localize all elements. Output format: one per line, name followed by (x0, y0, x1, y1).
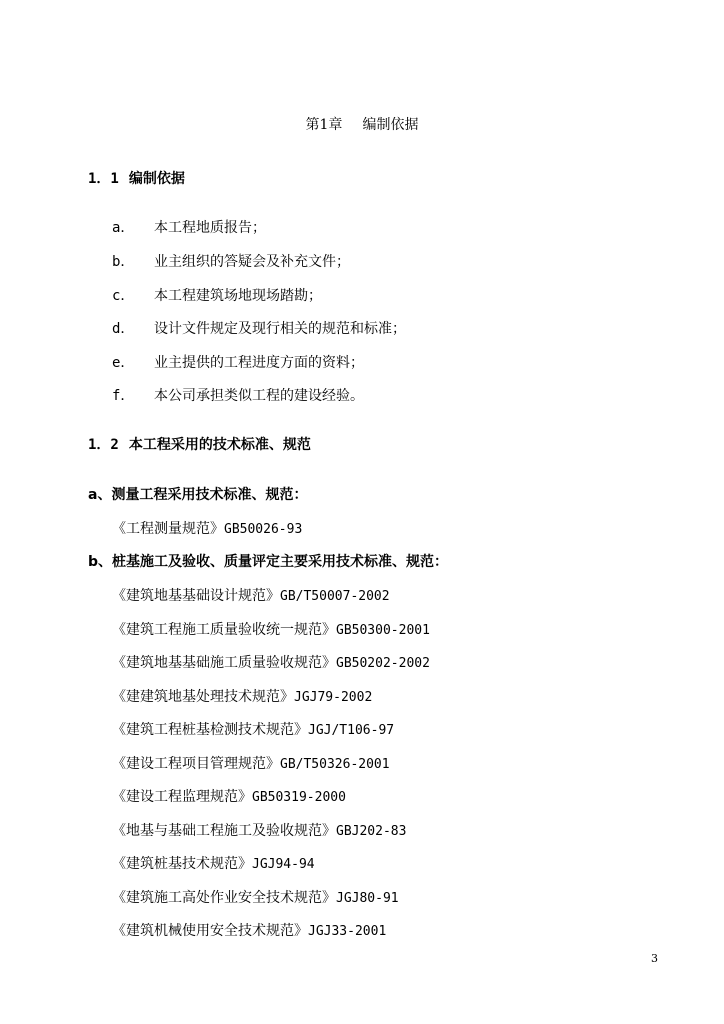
basis-item-b (112, 251, 350, 271)
standard-name: 《工程测量规范》 (112, 521, 224, 537)
basis-item-letter: f． (112, 388, 135, 404)
section-1-title: 编制依据 (128, 171, 185, 187)
standard-item (112, 753, 390, 773)
standard-name: 《建筑工程施工质量验收统一规范》 (112, 622, 336, 638)
basis-item-e (112, 352, 364, 372)
basis-item-letter: c． (112, 288, 135, 304)
standard-name: 《建筑地基基础施工质量验收规范》 (112, 655, 336, 671)
standard-item (112, 652, 430, 672)
basis-item-letter: b． (112, 254, 135, 270)
standard-code: GB50319-2000 (252, 790, 346, 805)
chapter-title: 编制依据 (362, 117, 419, 133)
basis-item-d (112, 318, 406, 338)
standard-code: GBJ202-83 (336, 824, 407, 839)
standard-item (112, 786, 346, 806)
standard-code: JGJ94-94 (252, 857, 315, 872)
standard-name: 《建设工程监理规范》 (112, 789, 252, 805)
section-2-title: 本工程采用的技术标准、规范 (128, 437, 311, 453)
section-2-number: 1．2 (88, 437, 119, 453)
standard-code: JGJ79-2002 (294, 690, 373, 705)
standard-item (112, 518, 302, 538)
standard-code: GB50202-2002 (336, 656, 430, 671)
basis-item-f (112, 385, 364, 405)
standard-item (112, 686, 372, 706)
basis-item-text: 本工程地质报告； (154, 220, 266, 236)
chapter-heading (0, 114, 724, 134)
standard-code: JGJ33-2001 (308, 924, 387, 939)
standard-code: JGJ/T106-97 (308, 723, 395, 738)
section-2-heading (88, 434, 311, 454)
basis-item-letter: a． (112, 220, 135, 236)
standard-item (112, 887, 399, 907)
standard-name: 《地基与基础工程施工及验收规范》 (112, 823, 336, 839)
basis-item-text: 本公司承担类似工程的建设经验。 (154, 388, 364, 404)
section-1-heading (88, 168, 185, 188)
standard-name: 《建筑机械使用安全技术规范》 (112, 923, 308, 939)
standard-code: GB/T50007-2002 (280, 589, 390, 604)
standard-name: 《建筑工程桩基检测技术规范》 (112, 722, 308, 738)
basis-item-text: 本工程建筑场地现场踏勘； (154, 288, 322, 304)
standard-name: 《建筑施工高处作业安全技术规范》 (112, 890, 336, 906)
basis-item-c (112, 285, 322, 305)
basis-item-text: 设计文件规定及现行相关的规范和标准； (154, 321, 406, 337)
section-1-number: 1．1 (88, 171, 119, 187)
standard-item (112, 853, 315, 873)
basis-item-a (112, 217, 266, 237)
standard-name: 《建建筑地基处理技术规范》 (112, 689, 294, 705)
standard-item (112, 719, 394, 739)
standard-code: GB/T50326-2001 (280, 757, 390, 772)
standard-item (112, 920, 386, 940)
standard-name: 《建设工程项目管理规范》 (112, 756, 280, 772)
standard-item (112, 820, 406, 840)
page-number: 3 (651, 952, 658, 965)
standard-name: 《建筑地基基础设计规范》 (112, 588, 280, 604)
standard-item (112, 585, 390, 605)
chapter-number: 第1章 (305, 117, 343, 133)
basis-item-letter: d． (112, 321, 135, 337)
standard-code: JGJ80-91 (336, 891, 399, 906)
standard-item (112, 619, 430, 639)
standard-code: GB50300-2001 (336, 623, 430, 638)
basis-item-letter: e． (112, 355, 135, 371)
standard-code: GB50026-93 (224, 522, 303, 537)
basis-item-text: 业主组织的答疑会及补充文件； (154, 254, 350, 270)
subsection-b-heading: b、桩基施工及验收、质量评定主要采用技术标准、规范： (88, 554, 449, 570)
basis-item-text: 业主提供的工程进度方面的资料； (154, 355, 364, 371)
standard-name: 《建筑桩基技术规范》 (112, 856, 252, 872)
subsection-a-heading: a、测量工程采用技术标准、规范： (88, 487, 308, 503)
